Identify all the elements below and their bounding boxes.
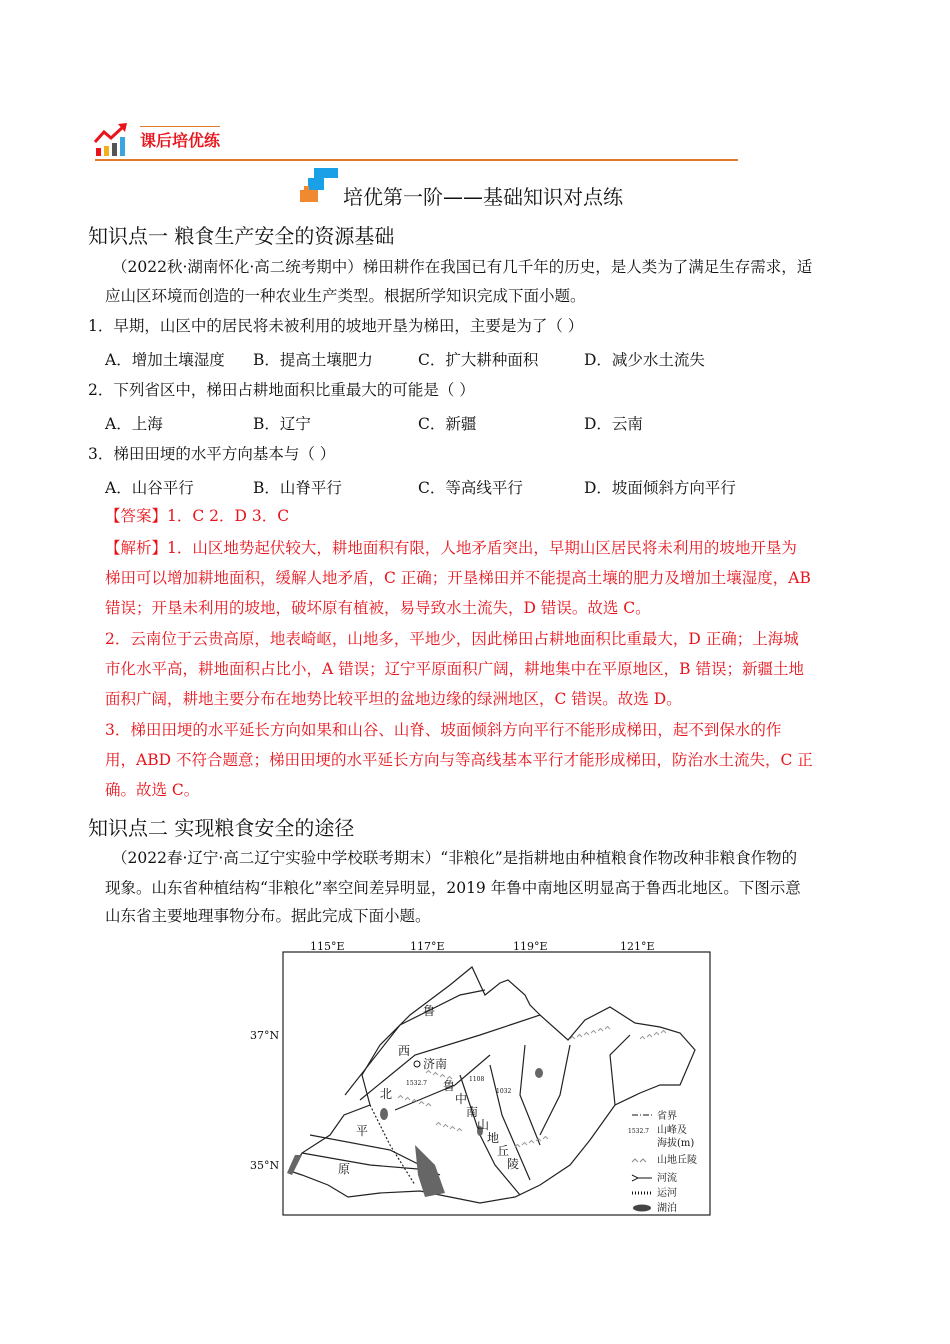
- divider: [95, 159, 738, 161]
- legend-label: 河流: [657, 1173, 677, 1184]
- analysis-line: 2．云南位于云贵高原，地表崎岖，山地多，平地少，因此梯田占耕地面积比重最大，D 正确；上海城: [105, 630, 799, 648]
- region-label: 平: [356, 1124, 369, 1138]
- shandong-map: [240, 935, 720, 1225]
- section-title: 知识点二 实现粮食安全的途径: [88, 816, 355, 840]
- option-b: B．提高土壤肥力: [253, 351, 373, 369]
- analysis-line: 错误；开垦未利用的坡地，破坏原有植被，易导致水土流失，D 错误。故选 C。: [105, 599, 651, 617]
- steps-icon: [298, 168, 342, 204]
- question-stem: 1．早期，山区中的居民将未被利用的坡地开垦为梯田，主要是为了（ ）: [88, 317, 584, 335]
- region-label: 中: [455, 1092, 468, 1106]
- legend-label: 山峰及: [657, 1125, 687, 1136]
- peak-label: 1108: [469, 1076, 485, 1083]
- region-label: 丘: [497, 1144, 510, 1158]
- lon-label: 115°E: [310, 940, 345, 953]
- legend-sample: 1532.7: [628, 1128, 649, 1135]
- legend-label: 湖泊: [657, 1203, 677, 1214]
- region-label: 鲁: [423, 1004, 436, 1018]
- region-label: 山: [477, 1118, 490, 1132]
- section-brand: 课后培优练: [140, 126, 220, 151]
- lon-label: 119°E: [513, 940, 548, 953]
- option-a: A．上海: [105, 415, 163, 433]
- option-a: A．山谷平行: [105, 479, 194, 497]
- analysis-line: 3．梯田田埂的水平延长方向如果和山谷、山脊、坡面倾斜方向平行不能形成梯田，起不到保水的作: [105, 721, 782, 739]
- option-b: B．辽宁: [253, 415, 311, 433]
- lon-label: 121°E: [620, 940, 655, 953]
- legend-label: 海拔(m): [657, 1138, 695, 1149]
- option-b: B．山脊平行: [253, 479, 342, 497]
- city-label: 济南: [423, 1057, 448, 1071]
- option-a: A．增加土壤湿度: [105, 351, 225, 369]
- question-stem: 3．梯田田埂的水平方向基本与（ ）: [88, 445, 336, 463]
- lat-label: 35°N: [250, 1159, 280, 1172]
- intro-line: （2022秋·湖南怀化·高二统考期中）梯田耕作在我国已有几千年的历史，是人类为了满足生存需求，适: [112, 258, 813, 276]
- region-label: 鲁: [443, 1079, 456, 1093]
- option-d: D．坡面倾斜方向平行: [584, 479, 736, 497]
- peak-label: 1032: [496, 1088, 512, 1095]
- analysis-line: 【解析】1．山区地势起伏较大，耕地面积有限，人地矛盾突出，早期山区居民将未利用的坡地开垦为: [105, 539, 797, 557]
- lat-label: 37°N: [250, 1029, 280, 1042]
- lon-label: 117°E: [410, 940, 445, 953]
- region-label: 南: [466, 1105, 479, 1119]
- section-title: 知识点一 粮食生产安全的资源基础: [88, 224, 395, 248]
- analysis-line: 市化水平高，耕地面积占比小，A 错误；辽宁平原面积广阔，耕地集中在平原地区，B 错误；新疆土地: [105, 660, 804, 678]
- peak-label: 1532.7: [406, 1080, 427, 1087]
- question-stem: 2．下列省区中，梯田占耕地面积比重最大的可能是（ ）: [88, 381, 475, 399]
- intro-line: 应山区环境而创造的一种农业生产类型。根据所学知识完成下面小题。: [105, 287, 586, 305]
- intro-line: （2022春·辽宁·高二辽宁实验中学校联考期末）“非粮化”是指耕地由种植粮食作物改种非粮食作物的: [112, 849, 798, 867]
- region-label: 原: [338, 1162, 351, 1176]
- analysis-line: 用，ABD 不符合题意；梯田田埂的水平延长方向与等高线基本平行才能形成梯田，防治水土流失，C 正: [105, 751, 813, 769]
- region-label: 陵: [507, 1157, 520, 1171]
- analysis-line: 梯田可以增加耕地面积，缓解人地矛盾，C 正确；开垦梯田并不能提高土壤的肥力及增加土壤湿度，AB: [105, 569, 811, 587]
- legend-label: 运河: [657, 1188, 677, 1199]
- option-c: C．扩大耕种面积: [418, 351, 539, 369]
- intro-line: 现象。山东省种植结构“非粮化”率空间差异明显，2019 年鲁中南地区明显高于鲁西北地区。下图示意: [105, 879, 801, 897]
- legend-label: 省界: [657, 1111, 677, 1122]
- stage-title: 培优第一阶——基础知识对点练: [343, 185, 623, 209]
- analysis-line: 面积广阔，耕地主要分布在地势比较平坦的盆地边缘的绿洲地区，C 错误。故选 D。: [105, 690, 682, 708]
- option-d: D．云南: [584, 415, 643, 433]
- region-label: 西: [398, 1044, 411, 1058]
- option-c: C．新疆: [418, 415, 477, 433]
- answer: 【答案】1．C 2．D 3．C: [105, 507, 290, 525]
- chart-growth-logo-icon: [94, 122, 130, 158]
- legend-label: 山地丘陵: [657, 1155, 697, 1166]
- intro-line: 山东省主要地理事物分布。据此完成下面小题。: [105, 907, 431, 925]
- analysis-line: 确。故选 C。: [105, 781, 200, 799]
- option-c: C．等高线平行: [418, 479, 523, 497]
- region-label: 地: [487, 1131, 500, 1145]
- region-label: 北: [380, 1087, 393, 1101]
- option-d: D．减少水土流失: [584, 351, 705, 369]
